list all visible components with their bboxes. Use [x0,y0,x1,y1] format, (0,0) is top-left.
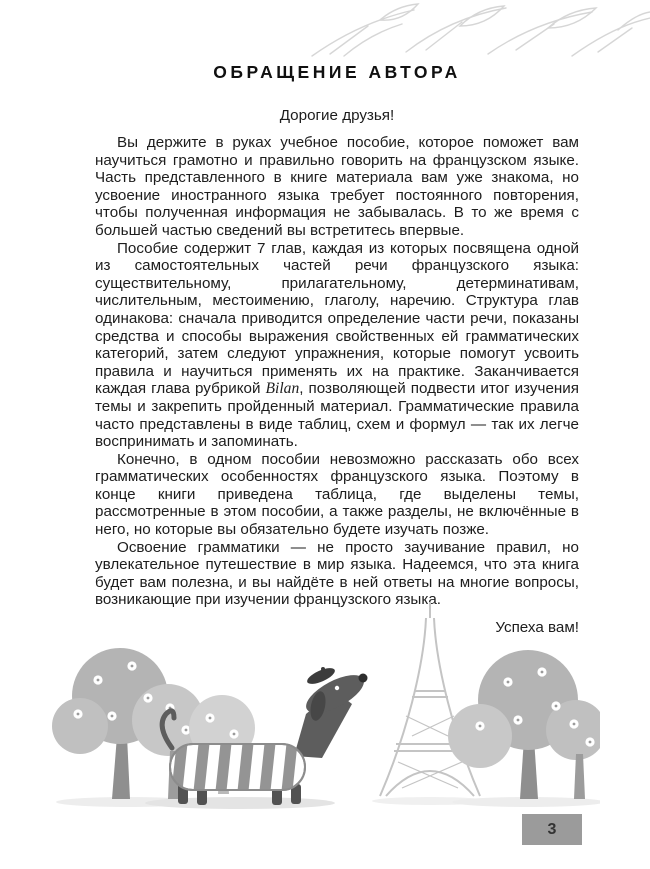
bilan-term: Bilan [265,380,300,398]
closing-wish: Успеха вам! [495,619,579,637]
paragraph-4: Освоение грамматики — не просто заучивание правил, но увлекательное путешествие в мир языка. Надеемся, что эта книга будет вам полезна, и вы найдёте в ней ответы на многие вопросы, возникающие при изучении французского языка. [95,538,579,609]
page-number-tab [522,814,582,845]
page-title: ОБРАЩЕНИЕ АВТОРА [213,62,461,82]
paragraph-3: Конечно, в одном пособии невозможно рассказать обо всех грамматических особенностях французского языка. Поэтому в конце книги приведена таблица, где выделены темы, рассмотренные в этом пособии, а также разделы, не включённые в него, но которые вы обязательно будете изучать позже. [95,450,579,539]
page-content [95,0,579,636]
illustration [50,596,600,811]
eiffel-tower-icon [380,602,480,796]
paragraph-2-text-continued: , позволяющей подвести итог изучения темы и закрепить пройденный материал. Грамматические правила часто представлены в виде таблиц, схем и формул — так их легче воспринимать и запоминать. [95,380,579,451]
ground-shadow [56,797,600,809]
dog-nose [359,674,368,683]
dog-eye [335,686,339,690]
paragraph-2-text: Пособие содержит 7 глав, каждая из которых посвящена одной из самостоятельных частей речи французского языка: существительному, прилагательному, детерминативам, числительным, местоимению, глаголу, наречию. Структура глав одинакова: сначала приводится определение части речи, показаны средства и способы выражения свойственных ей грамматических категорий, затем следуют упражнения, которые помогут усвоить правила и научиться применять их на практике. Заканчивается каждая глава рубрикой [95,239,579,398]
tree-right-icon [448,650,600,799]
salutation: Дорогие друзья! [279,107,395,124]
paragraph-1: Вы держите в руках учебное пособие, которое поможет вам научиться грамотно и правильно говорить на французском языке. Часть представленного в книге материала вам уже знакома, но усвоение иностранного языка требует постоянного повторения, чтобы полученная информация не забывалась. В то же время с большей частью сведений вы встретитесь впервые. [95,134,579,239]
page-number: 3 [547,820,557,838]
paragraph-2 [95,240,579,451]
